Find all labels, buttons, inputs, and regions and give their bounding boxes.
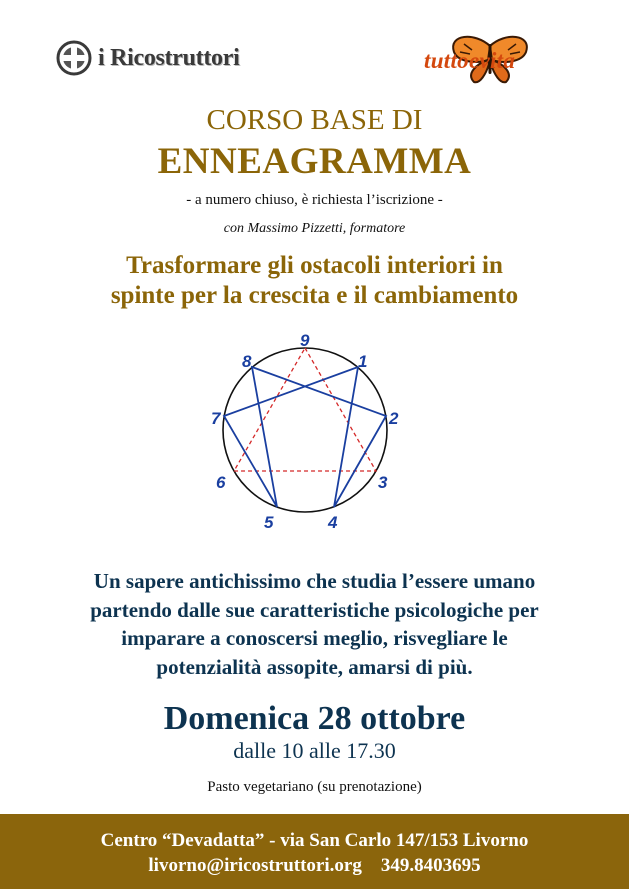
footer-phone[interactable]: 349.8403695 (380, 855, 481, 876)
enneagram-hexad (224, 367, 386, 507)
description-line1: Un sapere antichissimo che studia l’essere umano (93, 569, 536, 593)
enneagram-number-4: 4 (328, 513, 338, 532)
footer-contact (0, 853, 629, 878)
enneagram-number-5: 5 (264, 513, 274, 532)
header (0, 40, 629, 90)
enneagram-number-3: 3 (378, 473, 388, 492)
enrollment-note: - a numero chiuso, è richiesta l’iscrizione - (186, 192, 443, 208)
enneagram-svg (200, 325, 420, 535)
footer-bar (0, 814, 629, 889)
teacher-name: Pizzetti (301, 221, 343, 236)
enneagram-number-9: 9 (300, 331, 310, 350)
description-line2: partendo dalle sue caratteristiche psicologiche per (90, 597, 539, 622)
meal-note: Pasto vegetariano (su prenotazione) (207, 779, 422, 795)
course-description (0, 567, 629, 681)
course-subtitle (0, 251, 629, 311)
enneagram-triangle (234, 348, 376, 471)
enneagram-number-2: 2 (389, 409, 399, 428)
logo-tuttoevita (420, 34, 560, 84)
logo-left-text: i Ricostruttori (98, 44, 240, 71)
enneagram-circle (223, 348, 387, 512)
event-date: Domenica 28 ottobre (163, 700, 466, 737)
footer-email[interactable]: livorno@iricostruttori.org (148, 855, 362, 876)
course-title-line2: ENNEAGRAMMA (157, 141, 472, 182)
enneagram-number-7: 7 (211, 409, 221, 428)
teacher-prefix: con Massimo (223, 221, 302, 236)
enneagram-number-8: 8 (242, 352, 252, 371)
teacher-suffix: , formatore (342, 221, 406, 236)
subtitle-line1: Trasformare gli ostacoli interiori in (126, 252, 503, 279)
logo-i-ricostruttori (56, 40, 239, 76)
teacher-line (0, 221, 629, 237)
cross-circle-icon (56, 40, 92, 76)
enneagram-diagram (200, 325, 420, 535)
enneagram-number-6: 6 (216, 473, 226, 492)
enneagram-number-1: 1 (358, 352, 368, 371)
description-line4: potenzialità assopite, amarsi di più. (156, 654, 473, 679)
logo-right-text: tuttoevita (424, 48, 516, 73)
description-line3: imparare a conoscersi meglio, risvegliare le (121, 626, 508, 650)
event-time: dalle 10 alle 17.30 (233, 738, 396, 763)
subtitle-line2: spinte per la crescita e il cambiamento (110, 282, 519, 309)
course-title-line1: CORSO BASE DI (206, 104, 423, 136)
footer-venue: Centro “Devadatta” - via San Carlo 147/153 Livorno (100, 830, 529, 851)
